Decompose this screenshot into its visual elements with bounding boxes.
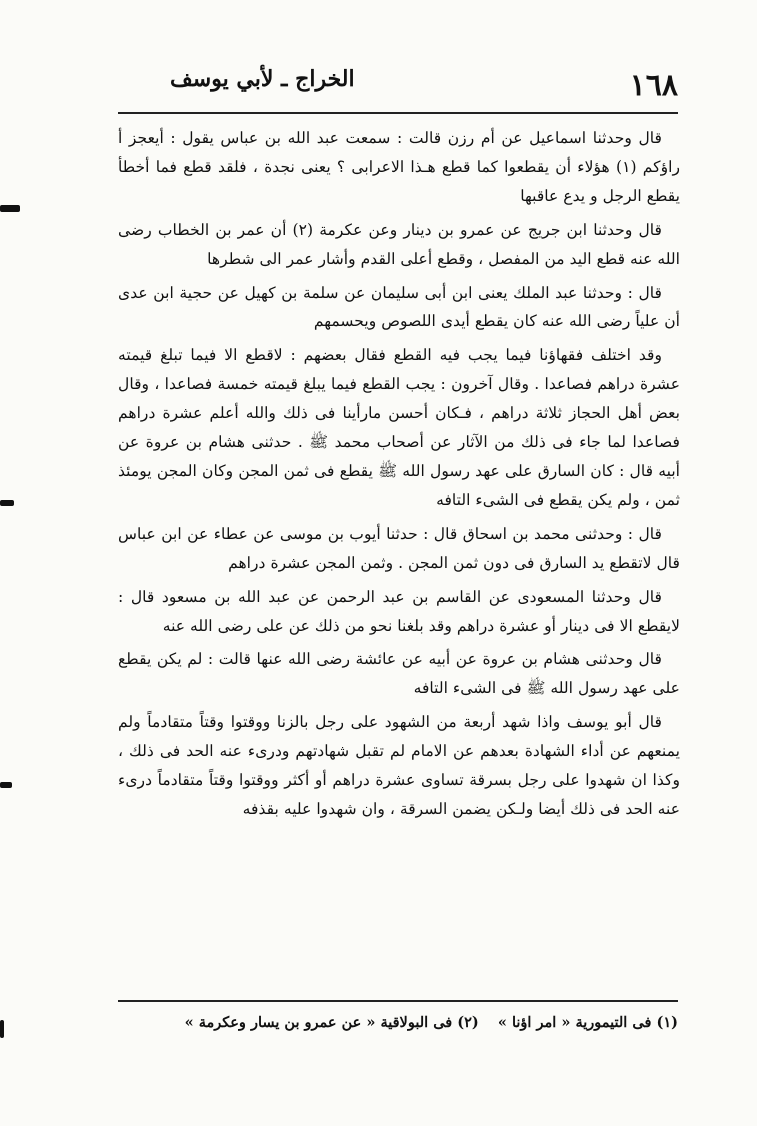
scan-margin-mark: [0, 500, 14, 506]
paragraph: قال أبو يوسف واذا شهد أربعة من الشهود على رجل بالزنا ووقتوا وقتاً متقادماً ولم يمنعهم عن أداء الشهادة بعدهم عن الامام لم تقبل شهادتهم ودرىء عنه الحد فى ذلك ، وكذا ان شهدوا على رجل بسرقة تساوى عشرة دراهم أو أكثر ووقتوا وقتاً متقادماً درىء عنه الحد فى ذلك أيضا ولـكن يضمن السرقة ، وان شهدوا عليه بقذفه: [118, 713, 680, 818]
scan-margin-mark: [0, 782, 12, 788]
paragraph: قال وحدثنا المسعودى عن القاسم بن عبد الرحمن عن عبد الله بن مسعود قال : لايقطع الا فى دينار أو عشرة دراهم وقد بلغنا نحو من ذلك عن على رضى الله عنه: [118, 587, 680, 635]
footnote: (٢) فى البولاقية « عن عمرو بن يسار وعكرمة »: [184, 1014, 479, 1031]
paragraph: قال : وحدثنى محمد بن اسحاق قال : حدثنا أيوب بن موسى عن عطاء عن ابن عباس قال لاتقطع يد السارق فى دون ثمن المجن . وثمن المجن عشرة دراهم: [118, 524, 680, 572]
paragraph: قال : وحدثنا عبد الملك يعنى ابن أبى سليمان عن سلمة بن كهيل عن حجية ابن عدى أن علياً رضى الله عنه كان يقطع أيدى اللصوص ويحسمهم: [118, 283, 680, 331]
footnotes: [118, 1010, 678, 1036]
scan-margin-mark: [0, 1020, 4, 1038]
page-header: [118, 62, 678, 106]
body-text: [118, 124, 680, 824]
footnote-rule: [118, 1000, 678, 1002]
page-number: ١٦٨: [629, 68, 678, 103]
paragraph: وقد اختلف فقهاؤنا فيما يجب فيه القطع فقال بعضهم : لاقطع الا فيما تبلغ قيمته عشرة دراهم فصاعدا . وقال آخرون : يجب القطع فيما يبلغ قيمته خمسة فصاعدا ، وقال بعض أهل الحجاز ثلاثة دراهم ، فـكان أحسن مارأينا فى ذلك والله أعلم عشرة دراهم فصاعدا لما جاء فى ذلك من الآثار عن أصحاب محمد ﷺ . حدثنى هشام بن عروة عن أبيه قال : كان السارق على عهد رسول الله ﷺ يقطع فى ثمن المجن وكان المجن يومئذ ثمن ، ولم يكن يقطع فى الشىء التافه: [118, 346, 680, 509]
header-rule: [118, 112, 678, 114]
paragraph: قال وحدثنا اسماعيل عن أم رزن قالت : سمعت عبد الله بن عباس يقول : أيعجز أ راؤكم (١) هؤلاء أن يقطعوا كما قطع هـذا الاعرابى ؟ يعنى نجدة ، فلقد قطع فما أخطأ يقطع الرجل و يدع عاقبها: [118, 129, 680, 205]
paragraph: قال وحدثنا ابن جريج عن عمرو بن دينار وعن عكرمة (٢) أن عمر بن الخطاب رضى الله عنه قطع اليد من المفصل ، وقطع أعلى القدم وأشار عمر الى شطرها: [118, 220, 680, 268]
paragraph: قال وحدثنى هشام بن عروة عن أبيه عن عائشة رضى الله عنها قالت : لم يكن يقطع على عهد رسول الله ﷺ فى الشىء التافه: [118, 650, 680, 698]
running-title: الخراج ـ لأبي يوسف: [170, 66, 355, 92]
scan-margin-mark: [0, 205, 20, 212]
footnote: (١) فى التيمورية « امر اؤنا »: [497, 1014, 678, 1031]
